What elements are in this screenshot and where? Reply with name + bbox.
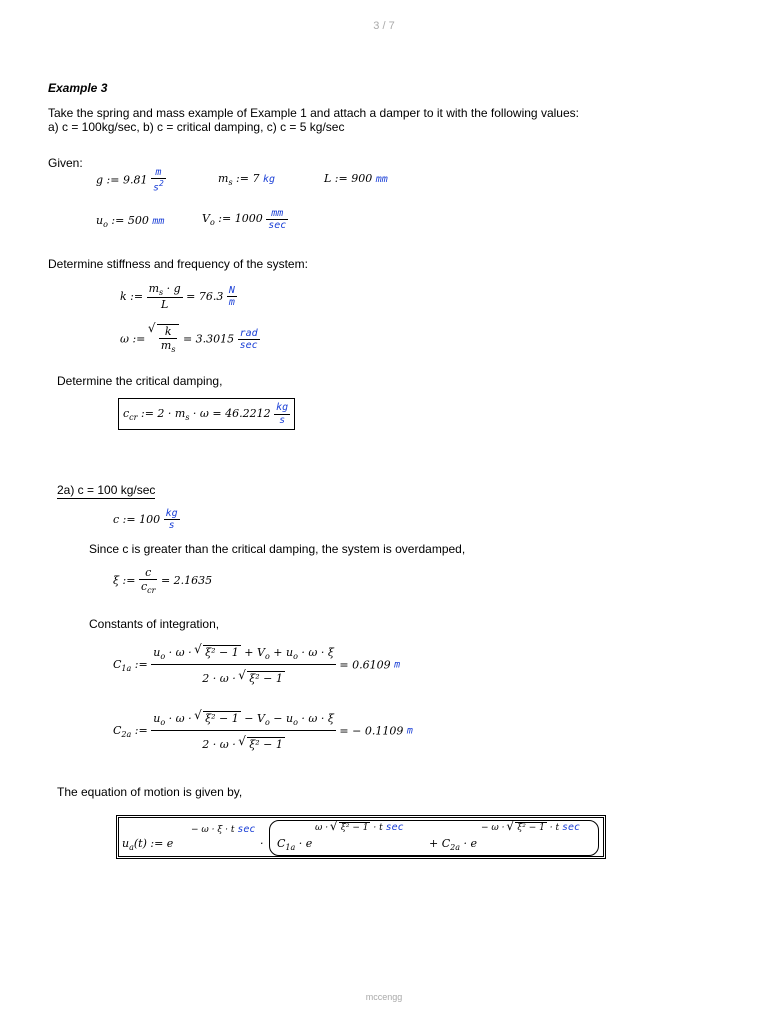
given-mass: $m_s$ := 7 kg [218, 172, 276, 188]
page-number: 3 / 7 [373, 20, 395, 32]
length-unit: mm [375, 174, 388, 185]
g-unit: $\frac{m}{s^2}$ [152, 167, 164, 194]
intro-line-2: a) c = 100kg/sec, b) c = critical damping, c) c = 5 kg/sec [48, 120, 345, 134]
k-equation: k := $\frac{m_s \cdot g}{L}$ = 76.3 $\frac{N}{m}$ [120, 282, 235, 312]
c2a-unit: m [406, 725, 413, 737]
k-unit: $\frac{N}{m}$ [228, 285, 235, 309]
exp1-unit: sec [237, 824, 256, 835]
motion-label: The equation of motion is given by, [57, 785, 243, 799]
c1a-unit: m [394, 659, 401, 671]
c-unit: $\frac{kg}{s}$ [165, 508, 178, 531]
exp3-unit: sec [561, 822, 581, 833]
overdamped-text: Since c is greater than the critical damping, the system is overdamped, [89, 542, 466, 556]
c2a-equation: $C_{2a}$ := $\frac{u_o \cdot \omega \cdot √ \xi^2 - 1 - V_o - u_o \cdot \omega \cdot \xi}{\text{2 · ω · √ ξ² − 1}}$ = − 0.1109 m [113, 711, 413, 751]
given-length: L := 900 mm [324, 172, 388, 185]
c2a-fraction: $\frac{u_o \cdot \omega \cdot √ \xi^2 - 1 - V_o - u_o \cdot \omega \cdot \xi}{\text{2 · ω · √ ξ² − 1}}$ [151, 711, 336, 751]
footer-label: mccengg [365, 992, 403, 1002]
intro-line-1: Take the spring and mass example of Example 1 and attach a damper to it with the following values: [48, 106, 579, 120]
g-expression: g := 9.81 [96, 173, 148, 187]
stiffness-label: Determine stiffness and frequency of the system: [48, 257, 308, 271]
motion-equation-box: $u_a(t)$ := e − ω · ξ · t sec · $C_{1a} \cdot e$ ω · √ ξ² − 1 · t sec + $C_{2a} \cdot e$ − ω · √ ξ² − 1 · t sec [118, 817, 604, 857]
given-v0: $V_o$ := 1000 $\frac{mm}{\sec}$ [202, 208, 287, 231]
omega-unit: $\frac{\text{rad}}{\sec}$ [239, 327, 258, 351]
c-equation: c := 100 $\frac{kg}{s}$ [113, 508, 178, 531]
given-u0: $u_o$ := 500 mm [96, 214, 165, 230]
c1a-fraction: $\frac{u_o \cdot \omega \cdot √ \xi^2 - 1 + V_o + u_o \cdot \omega \cdot \xi}{\text{2 · ω · √ ξ² − 1}}$ [151, 645, 336, 685]
omega-fraction: √ $\frac{k}{m_s}$ [160, 325, 176, 355]
c1a-equation: $C_{1a}$ := $\frac{u_o \cdot \omega \cdot √ \xi^2 - 1 + V_o + u_o \cdot \omega \cdot \xi}{\text{2 · ω · √ ξ² − 1}}$ = 0.6109 m [113, 645, 400, 685]
given-label: Given: [48, 156, 83, 170]
ccr-unit: $\frac{kg}{s}$ [276, 401, 289, 426]
xi-fraction: $\frac{c}{c_{cr}}$ [140, 566, 156, 596]
omega-equation: ω := √ $\frac{k}{m_s}$ = 3.3015 $\frac{\text{rad}}{\sec}$ [120, 324, 260, 354]
section-2a-heading: 2a) c = 100 kg/sec [57, 483, 156, 497]
example-title: Example 3 [48, 81, 108, 95]
ccr-equation-box: $c_{cr}$ := $2 \cdot m_s \cdot \omega = 46.2212$ $\frac{kg}{s}$ [118, 398, 295, 430]
constants-label: Constants of integration, [89, 617, 220, 631]
k-fraction: $\frac{m_s \cdot g}{L}$ [148, 282, 181, 312]
u0-unit: mm [152, 216, 165, 227]
exp2-unit: sec [385, 822, 404, 833]
v0-unit: $\frac{mm}{\sec}$ [268, 208, 287, 231]
given-g [96, 167, 166, 193]
mass-unit: kg [262, 174, 276, 185]
critical-label: Determine the critical damping, [57, 374, 223, 388]
xi-equation: ξ := $\frac{c}{c_{cr}}$ = 2.1635 [113, 566, 213, 596]
